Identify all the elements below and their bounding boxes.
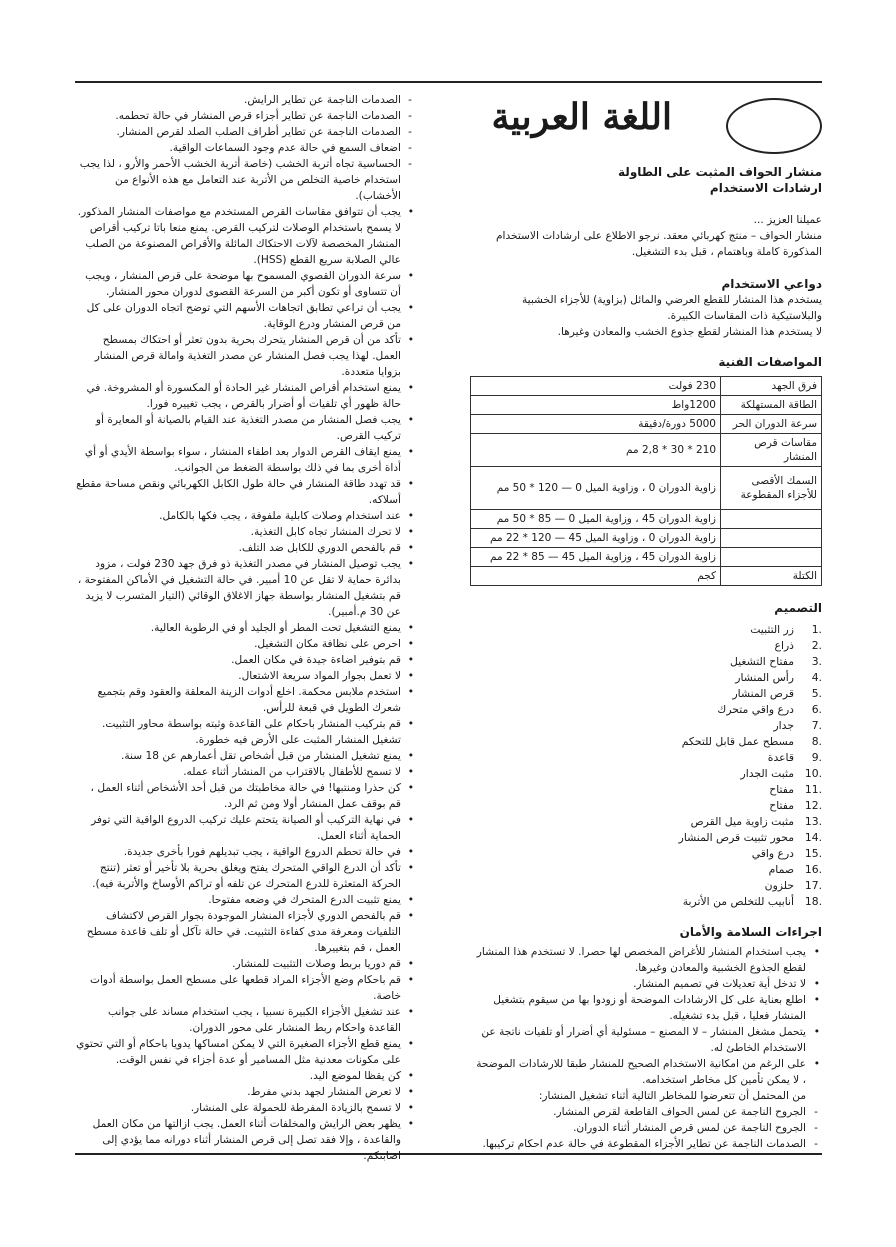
list-item (470, 702, 822, 718)
list-item (470, 782, 822, 798)
list-item: • لا تعرض المنشار لجهد بدني مفرط. (76, 1084, 414, 1100)
list-item: • عند استخدام وصلات كابلية ملفوفة ، يجب فكها بالكامل. (76, 508, 414, 524)
top-rule (75, 81, 822, 83)
table-row: السمك الأقصى للأجزاء المقطوعة زاوية الدوران 0 ، وزاوية الميل 0 — 120 * 50 مم (471, 467, 822, 510)
list-item: من المحتمل أن تتعرضوا للمخاطر التالية أثناء تشغيل المنشار: (538, 1090, 806, 1102)
list-item: - الحساسية تجاه أتربة الخشب (خاصة أتربة الخشب الأحمر والأرو ، لذا يجب استخدام خاصية التخلص من الأتربة عند التعامل مع هذه الأنواع من الأخشاب). (76, 156, 414, 204)
list-item: • قم بالفحص الدوري للكابل ضد التلف. (76, 540, 414, 556)
list-item: • يتحمل مشغل المنشار – لا المصنع – مسئولية أي أضرار أو تلفيات ناتجة عن الاستخدام الخاطئ له. (470, 1024, 822, 1056)
item-label: مثبت زاوية ميل القرص (690, 815, 794, 828)
intro-greeting: عميلنا العزيز ... (753, 214, 822, 226)
list-item: • يمنع تثبيت الدرع المتحرك في وضعه مفتوحا. (76, 892, 414, 908)
list-item (470, 670, 822, 686)
list-item: - الجروح الناجمة عن لمس قرص المنشار أثناء الدوران. (470, 1120, 822, 1136)
item-number: 12. (804, 799, 822, 812)
list-item (470, 798, 822, 814)
table-row: فرق الجهد 230 فولت (471, 377, 822, 396)
manual-subtitle: ارشادات الاستخدام (709, 181, 822, 195)
item-number: 9. (811, 751, 822, 764)
list-item: • لا تسمح للأطفال بالاقتراب من المنشار أثناء عمله. (76, 764, 414, 780)
usage-text-2: لا يستخدم هذا المنشار لقطع جذوع الخشب والمعادن وغيرها. (557, 326, 822, 338)
item-number: 4. (811, 671, 822, 684)
list-item: • يجب فصل المنشار من مصدر التغذية عند القيام بالصيانة أو المعايرة أو تركيب القرص. (76, 412, 414, 444)
list-item: - الصدمات الناجمة عن تطاير الرايش. (76, 92, 414, 108)
item-label: مثبت الجدار (740, 767, 794, 780)
item-label: مسطح عمل قابل للتحكم (681, 735, 794, 748)
list-item: • احرص على نظافة مكان التشغيل. (76, 636, 414, 652)
list-item (470, 878, 822, 894)
list-item (470, 718, 822, 734)
list-item: • كن يقظا لموضع اليد. (76, 1068, 414, 1084)
table-row: الطاقة المستهلكة 1200واط (471, 396, 822, 415)
safety-heading: اجراءات السلامة والأمان (679, 925, 822, 939)
title-block (470, 92, 822, 158)
item-number: 2. (811, 639, 822, 652)
item-label: درع واقي (751, 847, 794, 860)
list-item: • يظهر بعض الرايش والمخلفات أثناء العمل. يجب ازالتها من مكان العمل والقاعدة ، وإلا فقد تصل إلى قرص المنشار أثناء دورانه مما يؤدي إلى اصابتكم. (76, 1116, 414, 1164)
list-item (470, 750, 822, 766)
list-item: • في نهاية التركيب أو الصيانة يتحتم عليك تركيب الدروع الواقية التي توفر الحماية أثناء العمل. (76, 812, 414, 844)
list-item (470, 766, 822, 782)
usage-heading: دواعي الاستخدام (721, 277, 822, 291)
list-item (470, 654, 822, 670)
safety-list (470, 944, 822, 1152)
item-number: 3. (811, 655, 822, 668)
item-number: 5. (811, 687, 822, 700)
list-item: - اضعاف السمع في حالة عدم وجود السماعات الواقية. (76, 140, 414, 156)
list-item: • لا تدخل أية تعديلات في تصميم المنشار. (470, 976, 822, 992)
item-label: ذراع (774, 639, 794, 652)
list-item: • تأكد من أن قرص المنشار يتحرك بحرية بدون تعثر أو احتكاك بمسطح العمل. لهذا يجب فصل المنشار عن مصدر التغذية وامالة قرص المنشار بزوايا متعددة. (76, 332, 414, 380)
list-item: • يجب أن تتوافق مقاسات القرص المستخدم مع مواصفات المنشار المذكور. لا يسمح باستخدام الوصلات لتركيب القرص. يمنع منعا باتا تركيب أقراص المنشار المخصصة لآلات الاحتكاك المائلة والأقراص المصنوعة من الصلب عالي الصلابة سريع القطع (HSS). (76, 204, 414, 268)
table-row: الكتلة كجم (471, 567, 822, 586)
item-number: 6. (811, 703, 822, 716)
list-item: - الصدمات الناجمة عن تطاير أطراف الصلب الصلد لقرص المنشار. (76, 124, 414, 140)
list-item: • قد تهدد طاقة المنشار في حالة طول الكابل الكهربائي ونقص مساحة مقطع أسلاكه. (76, 476, 414, 508)
list-item: • قم بتوفير اضاءة جيدة في مكان العمل. (76, 652, 414, 668)
list-item: • يجب توصيل المنشار في مصدر التغذية ذو فرق جهد 230 فولت ، مزود بدائرة حماية لا تقل عن 10 أمبير. في حالة التشغيل في الأماكن المفتوحة ، قم بتشغيل المنشار بواسطة جهاز الاغلاق الوقائي (التيار المتسرب لا يزيد عن 30 م.أمبير). (76, 556, 414, 620)
item-number: 7. (811, 719, 822, 732)
item-number: 10. (804, 767, 822, 780)
table-row: زاوية الدوران 0 ، وزاوية الميل 45 — 120 * 22 مم (471, 529, 822, 548)
design-list (470, 622, 822, 910)
right-column (470, 92, 822, 1152)
intro-text: منشار الحواف – منتج كهربائي معقد. نرجو الاطلاع على ارشادات الاستخدام المذكورة كاملة وباهتمام ، قبل بدء التشغيل. (495, 230, 822, 258)
item-label: زر التثبيت (750, 623, 794, 636)
item-label: درع واقي متحرك (717, 703, 794, 716)
list-item: • تأكد أن الدرع الواقي المتحرك يفتح ويغلق بحرية بلا تأخير أو تعثر (تنتج الحركة المتعثرة للدرع المتحرك عن تلفه أو تراكم الأوساخ والأتربة فيه). (76, 860, 414, 892)
list-item: - الصدمات الناجمة عن تطاير أجزاء قرص المنشار في حالة تحطمه. (76, 108, 414, 124)
list-item: • يمنع التشغيل تحت المطر أو الجليد أو في الرطوبة العالية. (76, 620, 414, 636)
left-column (76, 92, 414, 1164)
item-number: 11. (804, 783, 822, 796)
list-item: • استخدم ملابس محكمة. اخلع أدوات الزينة المعلقة والعقود وقم بتجميع شعرك الطويل في قبعة للرأس. (76, 684, 414, 716)
list-item: • لا تحرك المنشار تجاه كابل التغذية. (76, 524, 414, 540)
item-label: محور تثبيت قرص المنشار (678, 831, 794, 844)
design-heading: التصميم (774, 601, 822, 615)
item-label: صمام (768, 863, 794, 876)
list-item: • عند تشغيل الأجزاء الكبيرة نسبيا ، يجب استخدام مساند على جوانب القاعدة واحكام ربط المنشار على محور الدوران. (76, 1004, 414, 1036)
list-item: • يمنع تشغيل المنشار من قبل أشخاص تقل أعمارهم عن 18 سنة. (76, 748, 414, 764)
thickness-label: السمك الأقصى للأجزاء المقطوعة (721, 467, 822, 510)
item-number: 17. (804, 879, 822, 892)
item-label: مفتاح (769, 783, 794, 796)
list-item: • يجب استخدام المنشار للأغراض المخصص لها حصرا. لا تستخدم هذا المنشار لقطع الجذوع الخشبية والمعادن وغيرها. (470, 944, 822, 976)
list-item (470, 846, 822, 862)
item-number: 13. (804, 815, 822, 828)
table-row: سرعة الدوران الحر 5000 دورة/دقيقة (471, 415, 822, 434)
item-label: مفتاح (769, 799, 794, 812)
item-label: قاعدة (767, 751, 794, 764)
list-item (470, 734, 822, 750)
item-label: أنابيب للتخلص من الأتربة (682, 895, 794, 908)
product-name: منشار الحواف المثبت على الطاولة (618, 165, 822, 179)
list-item: - الجروح الناجمة عن لمس الحواف القاطعة لقرص المنشار. (470, 1104, 822, 1120)
item-number: 8. (811, 735, 822, 748)
list-item: • يمنع قطع الأجزاء الصغيرة التي لا يمكن امساكها يدويا باحكام أو التي تحتوي على مكونات معدنية مثل المسامير أو عدة أجزاء في نفس الوقت. (76, 1036, 414, 1068)
item-label: حلزون (764, 879, 794, 892)
usage-text-1: يستخدم هذا المنشار للقطع العرضي والمائل (بزاوية) للأجزاء الخشبية والبلاستيكية ذات المقاسات الكبيرة. (521, 294, 822, 322)
list-item: • لا تعمل بجوار المواد سريعة الاشتعال. (76, 668, 414, 684)
list-item: • اطلع بعناية على كل الارشادات الموضحة أو زودوا بها من سيقوم بتشغيل المنشار فعليا ، قبل بدء تشغيله. (470, 992, 822, 1024)
list-item: • قم بتركيب المنشار باحكام على القاعدة وثبته بواسطة محاور التثبيت. تشغيل المنشار المثبت على الأرض فيه خطورة. (76, 716, 414, 748)
list-item: • يجب أن تراعي تطابق اتجاهات الأسهم التي توضح اتجاه الدوران على كل من قرص المنشار ودرع الوقاية. (76, 300, 414, 332)
list-item: • لا تسمح بالزيادة المفرطة للحمولة على المنشار. (76, 1100, 414, 1116)
list-item (470, 814, 822, 830)
left-safety-list (76, 92, 414, 1164)
list-item (470, 862, 822, 878)
list-item: • يمنع استخدام أقراص المنشار غير الحادة أو المكسورة أو المشروخة. في حالة ظهور أي تلفيات أو أضرار بالقرص ، يجب تغييره فورا. (76, 380, 414, 412)
list-item (470, 830, 822, 846)
specs-table (470, 376, 822, 586)
table-row: زاوية الدوران 45 ، وزاوية الميل 45 — 85 * 22 مم (471, 548, 822, 567)
list-item: - الصدمات الناجمة عن تطاير الأجزاء المقطوعة في حالة عدم احكام تركيبها. (470, 1136, 822, 1152)
list-item: • يمنع ايقاف القرص الدوار بعد اطفاء المنشار ، سواء بواسطة الأيدي أو أي أداة أخرى بما في ذلك بواسطة الضغط من الجوانب. (76, 444, 414, 476)
page-title: اللغة العربية (491, 96, 672, 138)
item-number: 14. (804, 831, 822, 844)
item-number: 1. (811, 623, 822, 636)
list-item: • على الرغم من امكانية الاستخدام الصحيح للمنشار طبقا للارشادات الموضحة ، لا يمكن تأمين كل مخاطر استخدامه. (470, 1056, 822, 1088)
list-item (470, 622, 822, 638)
list-item (470, 686, 822, 702)
list-item (470, 894, 822, 910)
list-item: • قم دوريا بربط وصلات التثبيت للمنشار. (76, 956, 414, 972)
item-label: رأس المنشار (735, 671, 794, 684)
item-label: قرص المنشار (732, 687, 794, 700)
specs-heading: المواصفات الفنية (718, 355, 822, 369)
list-item: • قم باحكام وضع الأجزاء المراد قطعها على مسطح العمل بواسطة أدوات خاصة. (76, 972, 414, 1004)
item-number: 18. (804, 895, 822, 908)
item-number: 16. (804, 863, 822, 876)
language-oval (726, 98, 822, 154)
list-item: • قم بالفحص الدوري لأجزاء المنشار الموجودة بجوار القرص لاكتشاف التلفيات ومعرفة مدى كفاءة التثبيت. في حالة تآكل أو تلف قاعدة مسطح العمل ، قم بتغييرها. (76, 908, 414, 956)
list-item: • سرعة الدوران القصوي المسموح بها موضحة على قرص المنشار ، ويجب أن تتساوى أو تكون أكبر من السرعة القصوى لدوران محور المنشار. (76, 268, 414, 300)
list-item (470, 638, 822, 654)
table-row: مقاسات قرص المنشار 210 * 30 * 2,8 مم (471, 434, 822, 467)
table-row: زاوية الدوران 45 ، وزاوية الميل 0 — 85 * 50 مم (471, 510, 822, 529)
item-label: جدار (773, 719, 794, 732)
list-item: • في حالة تحطم الدروع الواقية ، يجب تبديلهم فورا بأخرى جديدة. (76, 844, 414, 860)
list-item: • كن حذرا ومنتبها! في حالة مخاطبتك من قبل أحد الأشخاص أثناء العمل ، قم بوقف عمل المنشار أولا ومن ثم الرد. (76, 780, 414, 812)
item-number: 15. (804, 847, 822, 860)
item-label: مفتاح التشغيل (729, 655, 794, 668)
